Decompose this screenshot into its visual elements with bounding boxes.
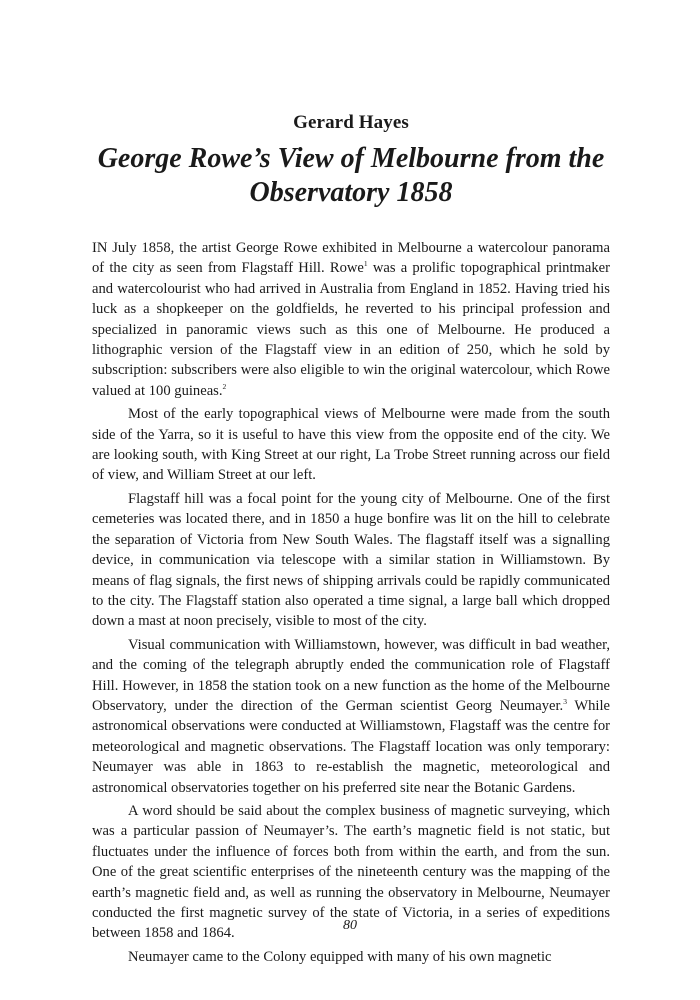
article-body xyxy=(92,238,610,967)
footnote-ref-3[interactable]: 3 xyxy=(563,697,567,707)
footnote-ref-2[interactable]: 2 xyxy=(222,381,227,391)
paragraph-1-text-a: IN July 1858, the artist George Rowe exhibited in Melbourne a watercolour panorama of the city as seen from Flagstaff Hill. Rowe xyxy=(92,240,610,277)
paragraph-2: Most of the early topographical views of Melbourne were made from the south side of the Yarra, so it is useful to have this view from the opposite end of the city. We are looking south, with King Street at our right, La Trobe Street running across our field of view, and William Street at our left. xyxy=(92,406,610,484)
paragraph-3: Flagstaff hill was a focal point for the young city of Melbourne. One of the first cemeteries was located there, and in 1850 a huge bonfire was lit on the hill to celebrate the separation of Victoria from New South Wales. The flagstaff itself was a signalling device, in communication via telescope with a similar station in Williamstown. By means of flag signals, the first news of shipping arrivals could be rapidly communicated to the city. The Flagstaff station also operated a time signal, a large ball which dropped down a mast at noon precisely, visible to most of the city. xyxy=(92,490,610,630)
page-content xyxy=(92,112,610,967)
paragraph-1 xyxy=(92,238,610,401)
paragraph-4-text-b: While astronomical observations were conducted at Williamstown, Flagstaff was the centre for meteorological and magnetic observations. The Flagstaff location was only temporary: Neumayer was able in 1863 to re-establish the magnetic, meteorological and astronomical observatories together on his preferred site near the Botanic Gardens. xyxy=(92,697,610,796)
paragraph-5: A word should be said about the complex business of magnetic surveying, which was a particular passion of Neumayer’s. The earth’s magnetic field is not static, but fluctuates under the influence of forces both from within the earth, and from the sun. One of the great scientific enterprises of the nineteenth century was the mapping of the earth’s magnetic field and, as well as running the observatory in Melbourne, Neumayer conducted the first magnetic survey of the state of Victoria, in a series of expeditions between 1858 and 1864. xyxy=(92,802,610,942)
page-number: 80 xyxy=(343,918,357,933)
paragraph-6: Neumayer came to the Colony equipped with many of his own magnetic xyxy=(128,948,552,965)
article-title: George Rowe’s View of Melbourne from the Observatory 1858 xyxy=(97,143,605,208)
paragraph-1-text-b: was a prolific topographical printmaker and watercolourist who had arrived in Australia from England in 1852. Having tried his luck as a shopkeeper on the goldfields, he reverted to his principal profession and specialized in panoramic views such as this one of Melbourne. He produced a lithographic version of the Flagstaff view in an edition of 250, which he sold by subscription: subscribers were also eligible to win the original watercolour, which Rowe valued at 100 guineas. xyxy=(92,260,610,399)
paragraph-4-text-a: Visual communication with Williamstown, however, was difficult in bad weather, and the coming of the telegraph abruptly ended the communication role of Flagstaff Hill. However, in 1858 the station took on a new function as the home of the Melbourne Observatory, under the direction of the German scientist Georg Neumayer. xyxy=(92,636,610,714)
paragraph-4 xyxy=(92,635,610,798)
footnote-ref-1[interactable]: 1 xyxy=(363,259,368,269)
author-name: Gerard Hayes xyxy=(293,112,409,133)
